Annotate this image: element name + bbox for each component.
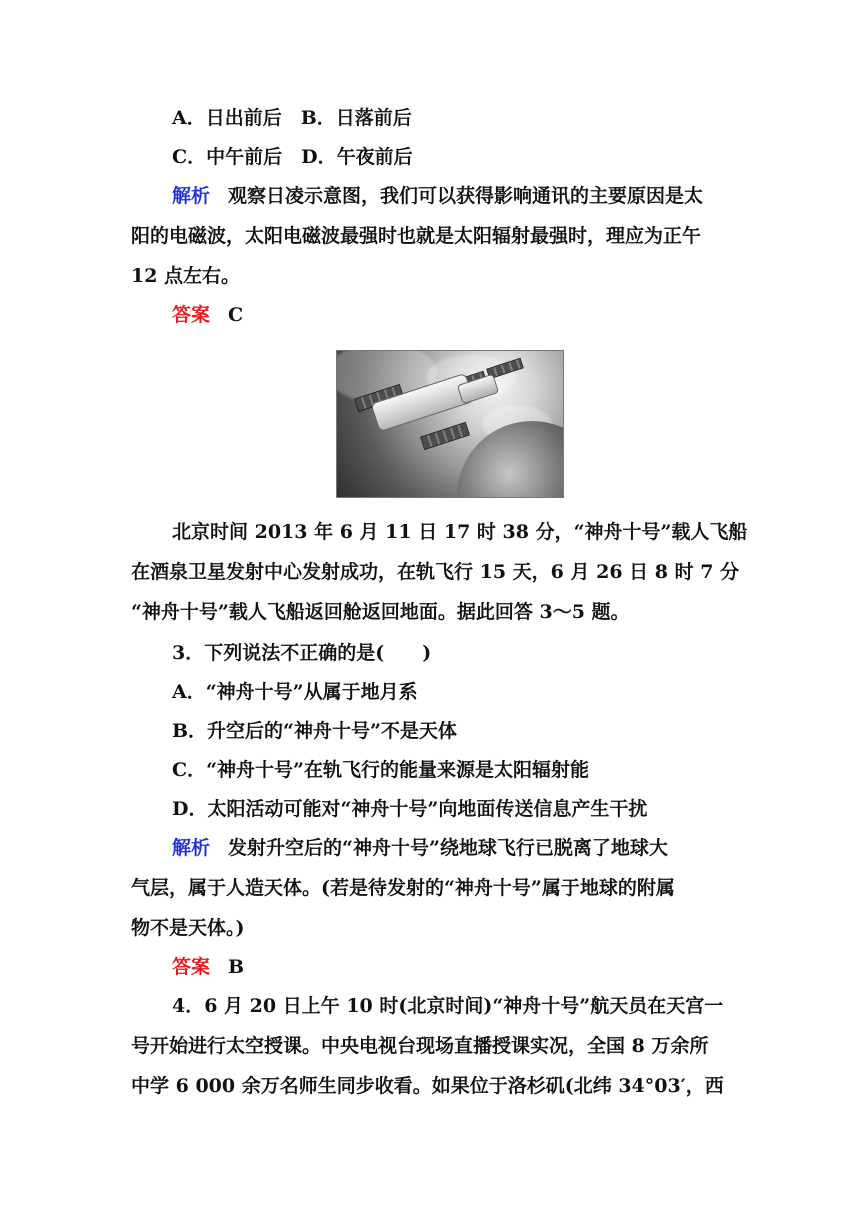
analysis-2-line-2: 气层，属于人造天体。(若是待发射的“神舟十号”属于地球的附属 <box>131 877 675 899</box>
analysis-text: 发射升空后的“神舟十号”绕地球飞行已脱离了地球大 <box>228 837 668 859</box>
analysis-label: 解析 <box>172 185 211 207</box>
question-3-option-b: B．升空后的“神舟十号”不是天体 <box>172 720 457 742</box>
options-row-1: A．日出前后 B．日落前后 <box>172 107 412 129</box>
answer-1 <box>172 303 243 327</box>
passage-line-1: 北京时间 2013 年 6 月 11 日 17 时 38 分，“神舟十号”载人飞船 <box>172 521 748 543</box>
question-3-option-d: D．太阳活动可能对“神舟十号”向地面传送信息产生干扰 <box>172 798 648 820</box>
answer-label: 答案 <box>172 304 211 326</box>
analysis-text: 观察日凌示意图，我们可以获得影响通讯的主要原因是太 <box>228 185 704 207</box>
passage-line-2: 在酒泉卫星发射中心发射成功，在轨飞行 15 天，6 月 26 日 8 时 7 分 <box>131 561 740 583</box>
answer-value: B <box>228 956 245 978</box>
analysis-1-line-3: 12 点左右。 <box>131 265 241 287</box>
question-3-option-a: A．“神舟十号”从属于地月系 <box>172 681 418 703</box>
analysis-2-line-3: 物不是天体。) <box>131 917 245 939</box>
answer-value: C <box>228 304 244 326</box>
passage-line-3: “神舟十号”载人飞船返回舱返回地面。据此回答 3～5 题。 <box>131 601 630 623</box>
analysis-2-line-1 <box>172 836 668 860</box>
question-3-option-c: C．“神舟十号”在轨飞行的能量来源是太阳辐射能 <box>172 759 589 781</box>
analysis-1-line-1 <box>172 184 703 208</box>
answer-label: 答案 <box>172 956 211 978</box>
question-4-line-2: 号开始进行太空授课。中央电视台现场直播授课实况，全国 8 万余所 <box>131 1035 709 1057</box>
spacecraft-image <box>336 350 564 498</box>
analysis-1-line-2: 阳的电磁波，太阳电磁波最强时也就是太阳辐射最强时，理应为正午 <box>131 225 702 247</box>
question-4-line-3: 中学 6 000 余万名师生同步收看。如果位于洛杉矶(北纬 34°03′，西 <box>131 1075 724 1097</box>
options-row-2: C．中午前后 D．午夜前后 <box>172 146 413 168</box>
analysis-label: 解析 <box>172 837 211 859</box>
answer-2 <box>172 955 244 979</box>
question-4-line-1: 4．6 月 20 日上午 10 时(北京时间)“神舟十号”航天员在天宫一 <box>172 995 724 1017</box>
question-3-stem: 3．下列说法不正确的是( ) <box>172 642 432 664</box>
